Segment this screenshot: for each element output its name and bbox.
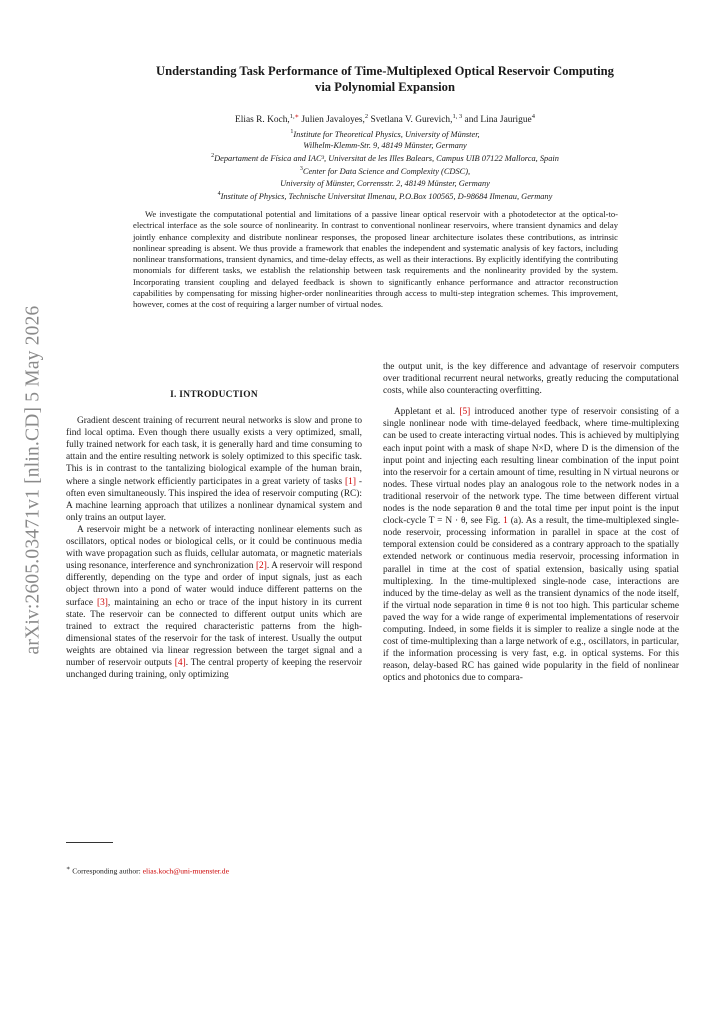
affiliation-line: $^4$Institute of Physics, Technische Universitat Ilmenau, P.O.Box 100565, D-98684 Ilmenau, Germany xyxy=(217,190,553,201)
right-column xyxy=(383,361,679,684)
author-affil-mark: 1, 3 xyxy=(452,113,463,120)
paragraph: Appletant et al. [5] introduced another type of reservoir consisting of a single nonlinear node with time-delayed feedback, where time-multiplexing can be used to create interacting virtual nodes. This is achieved by multiplying each input point with a mask of shape N×D, where D is the dimension of the input point and injecting each resulting linear combination of the input point into the reservoir for a certain amount of time, resulting in N virtual neurons or nodes. These virtual nodes play an analogous role to the network nodes in a traditional reservoir of the network type. The time between different virtual nodes is the node separation θ and the total time per input point is the input clock-cycle T = N · θ, see Fig. 1 (a). As a result, the time-multiplexed single-node reservoir, processing information in parallel in space at the cost of temporal extension could be considered as a contrary approach to the spatially extended network or continuous media reservoir, processing information in parallel in time at the cost of spatial extension, basically using spatial multiplexing. In the time-multiplexed single-node case, interactions are induced by the time-delay as well as the transient dynamics of the node itself, if the virtual node separation in time θ is not too high. This particular scheme paved the way for a wide range of experimental implementations of reservoir computing. Indeed, in some fields it is simpler to realize a single node at the cost of time-multiplexing than a large network of e.g., oscillators, in particular, if the information processing is very fast, e.g. in optical systems. For this reason, delay-based RC has gained wide popularity in the field of nonlinear optics and photonics due to compara- xyxy=(383,407,679,684)
footnote-label: Corresponding author: xyxy=(70,866,143,876)
left-column xyxy=(66,361,362,681)
affiliation-line: $^2$Departament de Física and IAC³, Universitat de les Illes Balears, Campus UIB 07122 Mallorca, Spain xyxy=(211,153,559,164)
citation-link[interactable]: [5] xyxy=(459,407,471,418)
corresponding-star[interactable]: ∗ xyxy=(294,113,300,120)
citation-link[interactable]: [1] xyxy=(345,476,356,487)
footnote xyxy=(66,864,362,877)
email-link[interactable]: elias.koch@uni-muenster.de xyxy=(142,866,229,876)
author-name: Julien Javaloyes, xyxy=(301,115,365,126)
author-affil-mark: 1,∗ xyxy=(289,113,300,120)
figure-link[interactable]: 1 xyxy=(503,516,508,527)
author-affil-mark: 2 xyxy=(364,113,369,120)
citation-link[interactable]: [2] xyxy=(255,561,267,572)
citation-link[interactable]: [3] xyxy=(96,597,108,608)
author-list xyxy=(60,111,710,126)
abstract: We investigate the computational potential and limitations of a passive linear optical reservoir with a photodetector at the optical-to-electrical interface as the sole source of nonlinearity. In contrast to conventional nonlinear reservoirs, where transient dynamics and delay jointly enhance complexity and distribute nonlinear responses, the proposed linear architecture isolates these contributions, as intrinsic nonlinear spreading is absent. We thus provide a framework that enables the independent and systematic analysis of key factors, including nonlinear transformations, transient dynamics, and time-delay effects, as well as their interactions. By explicitly identifying the contributing monomials for different tasks, we establish the relationship between task requirements and the nonlinearity provided by the system. Incorporating transient coupling and delayed feedback is shown to significantly enhance performance and attractor reconstruction capabilities by compensating for missing higher-order nonlinearities through access to multi-step integration schemes. This improvement, however, comes at the cost of requiring a larger number of virtual nodes. xyxy=(133,209,618,310)
title-line-1: Understanding Task Performance of Time-Multiplexed Optical Reservoir Computing xyxy=(156,64,614,78)
title-line-2: via Polynomial Expansion xyxy=(315,79,455,94)
affiliations xyxy=(60,127,710,202)
citation-link[interactable]: [4] xyxy=(174,657,186,668)
affiliation-line: Wilhelm-Klemm-Str. 9, 48149 Münster, Germany xyxy=(303,141,467,151)
section-heading: I. INTRODUCTION xyxy=(170,390,258,400)
author-name: Svetlana V. Gurevich, xyxy=(370,115,453,126)
footnote-mark: ∗ xyxy=(66,865,71,872)
footnote-divider xyxy=(66,842,113,843)
author-name: Elias R. Koch, xyxy=(235,115,290,126)
author-name: and Lina Jaurigue xyxy=(464,115,532,126)
paragraph: the output unit, is the key difference and advantage of reservoir computers over traditional recurrent neural networks, greatly reducing the computational costs, while also counteracting overfitting. xyxy=(383,362,679,397)
paragraph: Gradient descent training of recurrent neural networks is slow and prone to find local optima. Even though there usually exists a very optimized, small, fully trained network for each task, it is generally hard and time consuming to attain and the entire resulting network is solely optimized to this specific task. This is in contrast to the tantalizing biological example of the human brain, where a single network efficiently participates in a great variety of tasks [1] - often even simultaneously. This inspired the idea of reservoir computing (RC): A machine learning approach that utilizes a nonlinear dynamical system and only trains an output layer. xyxy=(66,416,362,523)
paragraph: A reservoir might be a network of interacting nonlinear elements such as oscillators, optical nodes or biological cells, or it could be continuous media with wave propagation such as fluids, cellular automata, or magnetic materials using resonance, interference and synchronization [2]. A reservoir will respond differently, depending on the type and order of input signals, just as each object thrown into a pond of water would induce different patterns on the surface [3], maintaining an echo or trace of the input history in its current state. The reservoir can be connected to different output units which are trained to extract the required characteristic patterns from the high-dimensional states of the reservoir for the task of interest. Usually the output weights are obtained via linear regression between the target signal and a number of reservoir outputs [4]. The central property of keeping the reservoir unchanged during training, only optimizing xyxy=(66,524,362,681)
arxiv-stamp-text: arXiv:2605.03471v1 [nlin.CD] 5 May 2026 xyxy=(23,305,44,655)
arxiv-stamp xyxy=(21,282,47,678)
affiliation-line: University of Münster, Corrensstr. 2, 48149 Münster, Germany xyxy=(280,178,490,188)
affiliation-line: $^1$Institute for Theoretical Physics, University of Münster, xyxy=(290,129,480,139)
paper-title xyxy=(60,64,710,95)
author-affil-mark: 4 xyxy=(531,113,535,120)
affiliation-line: $^3$Center for Data Science and Complexity (CDSC), xyxy=(299,166,471,177)
